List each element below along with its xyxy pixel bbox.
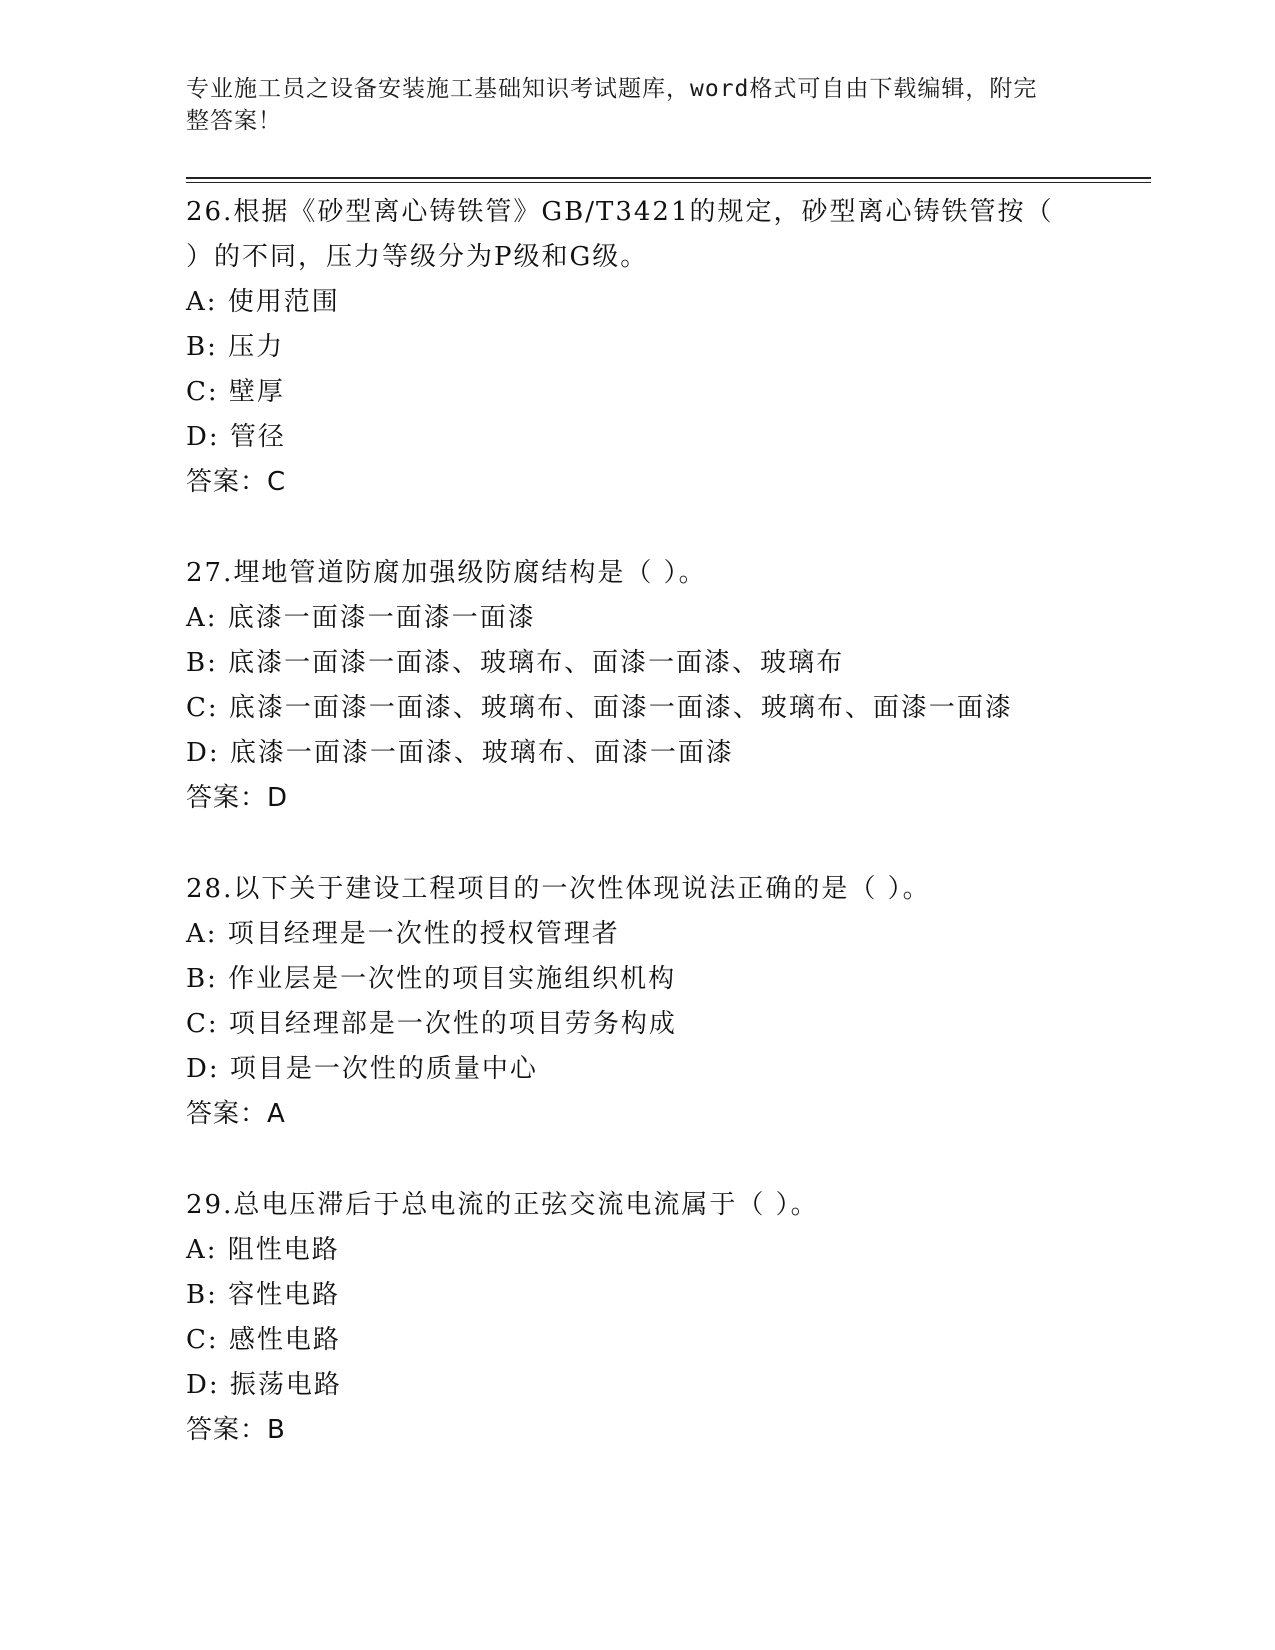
question-stem-line-1: 26.根据《砂型离心铸铁管》GB/T3421的规定，砂型离心铸铁管按（ (186, 197, 1054, 227)
option-c: C: 底漆一面漆一面漆、玻璃布、面漆一面漆、玻璃布、面漆一面漆 (186, 693, 1013, 723)
option-b: B: 作业层是一次性的项目实施组织机构 (186, 964, 677, 994)
answer-label: 答案：B (186, 1415, 286, 1445)
answer-label: 答案：C (186, 467, 287, 497)
question-stem-line-2: ）的不同，压力等级分为P级和G级。 (186, 242, 649, 272)
question-list (186, 190, 1086, 1499)
option-d: D: 底漆一面漆一面漆、玻璃布、面漆一面漆 (186, 738, 734, 768)
option-a: A: 底漆一面漆一面漆一面漆 (186, 603, 536, 633)
option-b: B: 容性电路 (186, 1280, 341, 1310)
option-b: B: 压力 (186, 332, 285, 362)
document-header (186, 73, 1066, 137)
answer-label: 答案：D (186, 783, 289, 813)
option-d: D: 管径 (186, 422, 286, 452)
option-a: A: 阻性电路 (186, 1235, 340, 1265)
question-29 (186, 1183, 1086, 1453)
header-line-2: 整答案！ (186, 108, 282, 134)
option-d: D: 振荡电路 (186, 1370, 342, 1400)
option-c: C: 壁厚 (186, 377, 285, 407)
option-c: C: 感性电路 (186, 1325, 341, 1355)
question-stem-line-1: 29.总电压滞后于总电流的正弦交流电流属于（ ）。 (186, 1190, 819, 1220)
question-26 (186, 190, 1086, 505)
question-stem-line-1: 28.以下关于建设工程项目的一次性体现说法正确的是（ ）。 (186, 874, 931, 904)
question-27 (186, 551, 1086, 821)
header-line-1: 专业施工员之设备安装施工基础知识考试题库，word格式可自由下载编辑，附完 (186, 76, 1038, 102)
header-divider-thick (186, 177, 1151, 179)
option-b: B: 底漆一面漆一面漆、玻璃布、面漆一面漆、玻璃布 (186, 648, 845, 678)
option-d: D: 项目是一次性的质量中心 (186, 1054, 538, 1084)
question-28 (186, 867, 1086, 1137)
option-a: A: 项目经理是一次性的授权管理者 (186, 919, 620, 949)
question-stem-line-1: 27.埋地管道防腐加强级防腐结构是（ ）。 (186, 558, 707, 588)
option-a: A: 使用范围 (186, 287, 340, 317)
option-c: C: 项目经理部是一次性的项目劳务构成 (186, 1009, 677, 1039)
header-divider-thin (186, 182, 1151, 183)
answer-label: 答案：A (186, 1099, 286, 1129)
